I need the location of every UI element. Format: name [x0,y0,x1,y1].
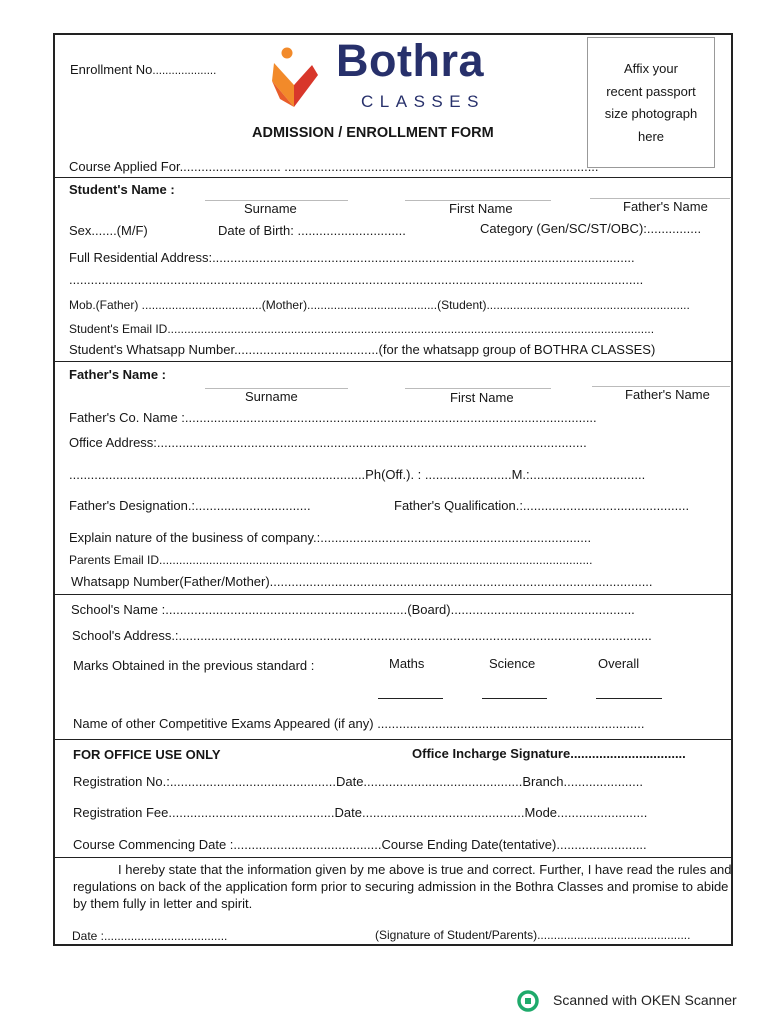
col-first-name: First Name [449,201,513,216]
col-father-name: Father's Name [623,199,708,214]
signature-field: (Signature of Student/Parents).............................................. [375,928,691,942]
office-use-heading: FOR OFFICE USE ONLY [73,747,221,762]
enrollment-no-label: Enrollment No.................... [70,62,217,77]
student-whatsapp-field: Student's Whatsapp Number........................................(for the whatsapp group of BOTHRA CLASSES) [69,342,656,357]
col-father-name: Father's Name [625,387,710,402]
student-email-field: Student's Email ID.................................................................................................................................................. [69,322,655,336]
subject-maths: Maths [389,656,425,671]
oken-scanner-icon [517,990,541,1012]
residential-address-field: Full Residential Address:..................................................................................................................... [69,250,635,265]
school-name-field: School's Name :...................................................................(Board)................................................... [71,602,635,617]
subject-overall: Overall [598,656,640,671]
col-surname: Surname [245,389,298,404]
parents-email-field: Parents Email ID.................................................................................................................................. [69,553,593,567]
father-company-field: Father's Co. Name :.................................................................................................................. [69,410,597,425]
mob-student: (Student)............................................................. [437,298,690,312]
section-divider [53,361,733,362]
mob-father: Mob.(Father) .................................... [69,298,262,312]
section-divider [53,594,733,595]
office-incharge-signature: Office Incharge Signature................................ [412,746,686,761]
office-phone-field: ..................................................................................Ph(Off.). : ........................M.:................................ [69,467,646,482]
competitive-exams-field: Name of other Competitive Exams Appeared (if any) .......................................................................... [73,716,645,731]
registration-no-field: Registration No.:..............................................Date............................................Branch...................... [73,774,643,789]
date-field: Date :..................................... [72,929,228,943]
marks-label: Marks Obtained in the previous standard : [73,658,315,673]
form-title: ADMISSION / ENROLLMENT FORM [252,125,494,141]
residential-address-line2: ............................................................................................................................................................... [69,272,644,287]
declaration-text: I hereby state that the information given by me above is true and correct. Further, I have read the rules and regulations on back of the application form prior to securing admission in the Bothra Classes and promise to abide by them fully in letter and spirit. [73,862,732,911]
overall-marks-line [596,698,662,699]
mobile-field [69,298,690,312]
brand-subtitle: CLASSES [361,92,485,111]
sex-field: Sex.......(M/F) [69,223,148,238]
section-divider [53,739,733,740]
course-applied-field: Course Applied For............................ ....................................................................................... [69,159,599,174]
photo-instruction: Affix your recent passport size photograph here [604,61,698,144]
dob-field: Date of Birth: .............................. [218,223,406,238]
parents-whatsapp-field: Whatsapp Number(Father/Mother).......................................................................................................... [71,574,653,589]
student-name-heading: Student's Name : [69,182,175,197]
section-divider [53,857,733,858]
office-address-field: Office Address:....................................................................................................................... [69,435,587,450]
science-marks-line [482,698,547,699]
registration-fee-field: Registration Fee..............................................Date.............................................Mode......................... [73,805,648,820]
father-qualification-field: Father's Qualification.:.............................................. [394,498,690,513]
subject-science: Science [489,656,536,671]
school-address-field: School's Address.:................................................................................................................................... [72,628,652,643]
col-surname: Surname [244,201,297,216]
col-first-name: First Name [450,390,514,405]
course-dates-field: Course Commencing Date :.........................................Course Ending Date(tentative)......................... [73,837,647,852]
category-field: Category (Gen/SC/ST/OBC):............... [480,221,702,236]
mob-mother: (Mother)....................................... [261,298,438,312]
brand-name: Bothra [336,35,484,86]
section-divider [53,177,733,178]
business-nature-field: Explain nature of the business of company.:........................................................................... [69,530,592,545]
father-designation-field: Father's Designation.:................................ [69,498,311,513]
father-name-heading: Father's Name : [69,367,167,382]
first-name-line [405,388,551,389]
bothra-logo-icon [268,45,320,107]
scanner-label: Scanned with OKEN Scanner [553,992,737,1008]
maths-marks-line [378,698,443,699]
